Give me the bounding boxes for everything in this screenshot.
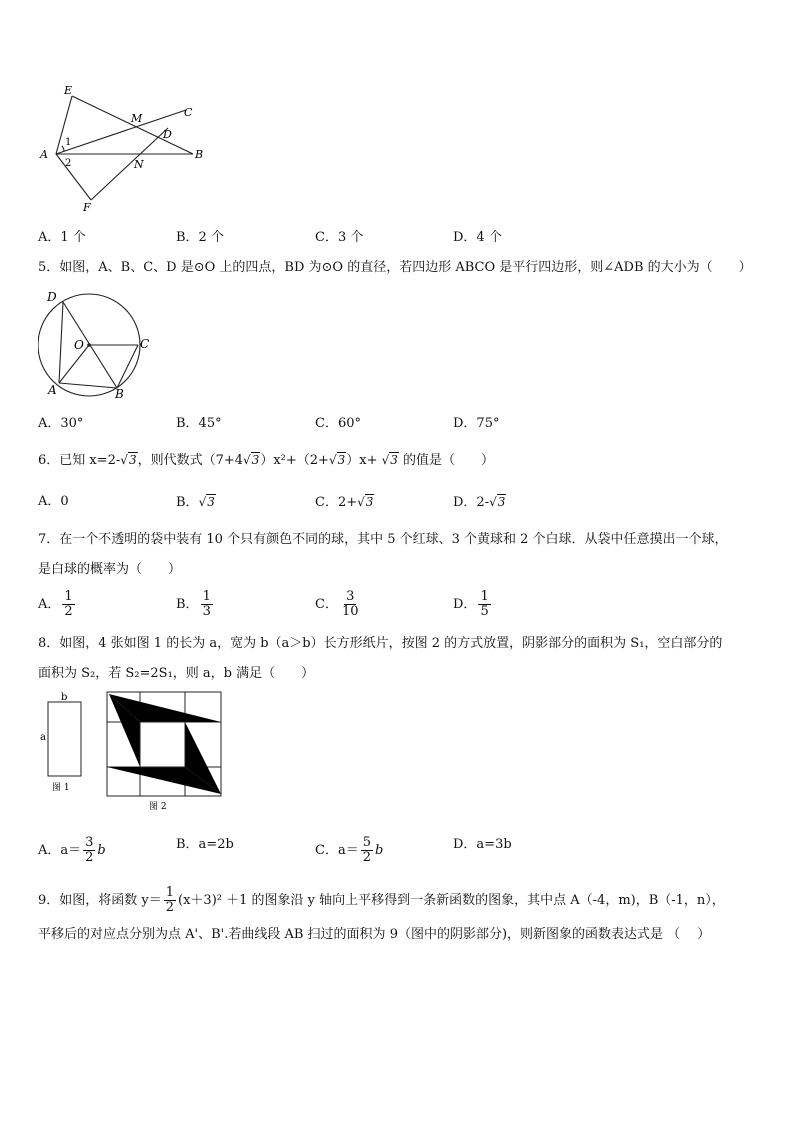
q5-label-C: C [140,337,150,351]
q8-option-c: C．a＝ $\frac{5}{2}$ b [315,835,384,865]
q4-option-a: A．1 个 [38,230,86,245]
sqrt-symbol: √3 [328,453,346,467]
q6-option-d: D．2-√3 [453,495,506,510]
fig1-label-b: b [61,692,68,703]
figure-q5-circle [38,288,158,400]
q6-option-a: A．0 [38,494,69,509]
q7-stem-line2: 是白球的概率为（ ） [38,562,182,577]
label-N: N [134,158,144,171]
sqrt-symbol: √3 [381,453,398,467]
q5-label-O: O [74,338,84,352]
q4-option-c: C．3 个 [315,230,364,245]
fig1-label-a: a [40,732,46,743]
label-1: 1 [65,137,72,148]
q6-option-c: C．2+√3 [315,495,374,510]
q9-stem-line1: 9．如图，将函数 y＝ $\frac{1}{2}$ (x＋3)² ＋1 的图象沿 y 轴向上平移得到一条新函数的图象，其中点 A（-4，m)，B（-1，n）， [38,885,725,915]
q5-option-a: A．30° [38,416,84,431]
q5-option-c: C．60° [315,416,361,431]
label-E: E [64,84,73,97]
q5-label-A: A [48,383,57,397]
q8-option-b: B．a=2b [176,837,234,852]
label-C: C [184,106,193,119]
label-B: B [195,148,204,161]
q7-stem-line1: 7．在一个不透明的袋中装有 10 个只有颜色不同的球，其中 5 个红球、3 个黄球和 2 个白球．从袋中任意摸出一个球， [38,532,728,547]
figure-q8-fig2 [106,691,224,815]
q7-option-d: D． $\frac{1}{5}$ [453,589,489,619]
fig1-caption: 图 1 [52,783,70,793]
q8-option-a: A．a＝ $\frac{3}{2}$ b [38,835,106,865]
q8-stem-line1: 8．如图，4 张如图 1 的长为 a，宽为 b（a＞b）长方形纸片，按图 2 的方式放置，阴影部分的面积为 S₁，空白部分的 [38,636,723,651]
fig2-caption: 图 2 [149,802,167,812]
q7-option-c: C． $\frac{3}{10}$ [315,589,359,619]
q5-stem: 5．如图，A、B、C、D 是⊙O 上的四点，BD 为⊙O 的直径，若四边形 ABCO 是平行四边形，则∠ADB 的大小为（ ） [38,260,752,275]
label-D: D [163,128,172,141]
q9-stem-line2: 平移后的对应点分别为点 A'、B'.若曲线段 AB 扫过的面积为 9（图中的阴影部分)，则新图象的函数表达式是 （ ） [38,927,711,942]
label-A: A [40,148,48,161]
figure-q4 [38,82,218,212]
q4-option-b: B．2 个 [176,230,224,245]
q7-option-a: A． $\frac{1}{2}$ [38,589,73,619]
q5-label-B: B [115,387,124,400]
label-2: 2 [65,158,72,169]
label-F: F [83,201,91,212]
sqrt-symbol: √3 [243,453,260,467]
q5-label-D: D [47,290,57,304]
sqrt-symbol: √3 [120,453,137,467]
q6-option-b: B．√3 [176,495,215,510]
q4-option-d: D．4 个 [453,230,502,245]
figure-q8-fig1 [38,690,88,794]
q8-stem-line2: 面积为 S₂，若 S₂=2S₁，则 a，b 满足（ ） [38,666,315,681]
q8-option-d: D．a=3b [453,837,512,852]
label-M: M [131,112,143,125]
q5-option-b: B．45° [176,416,222,431]
q7-option-b: B． $\frac{1}{3}$ [176,589,211,619]
q6-stem: 6．已知 x=2-√3，则代数式（7+4√3）x²+（2+√3）x+ √3 的值是（ ） [38,453,495,468]
q5-option-d: D．75° [453,416,500,431]
